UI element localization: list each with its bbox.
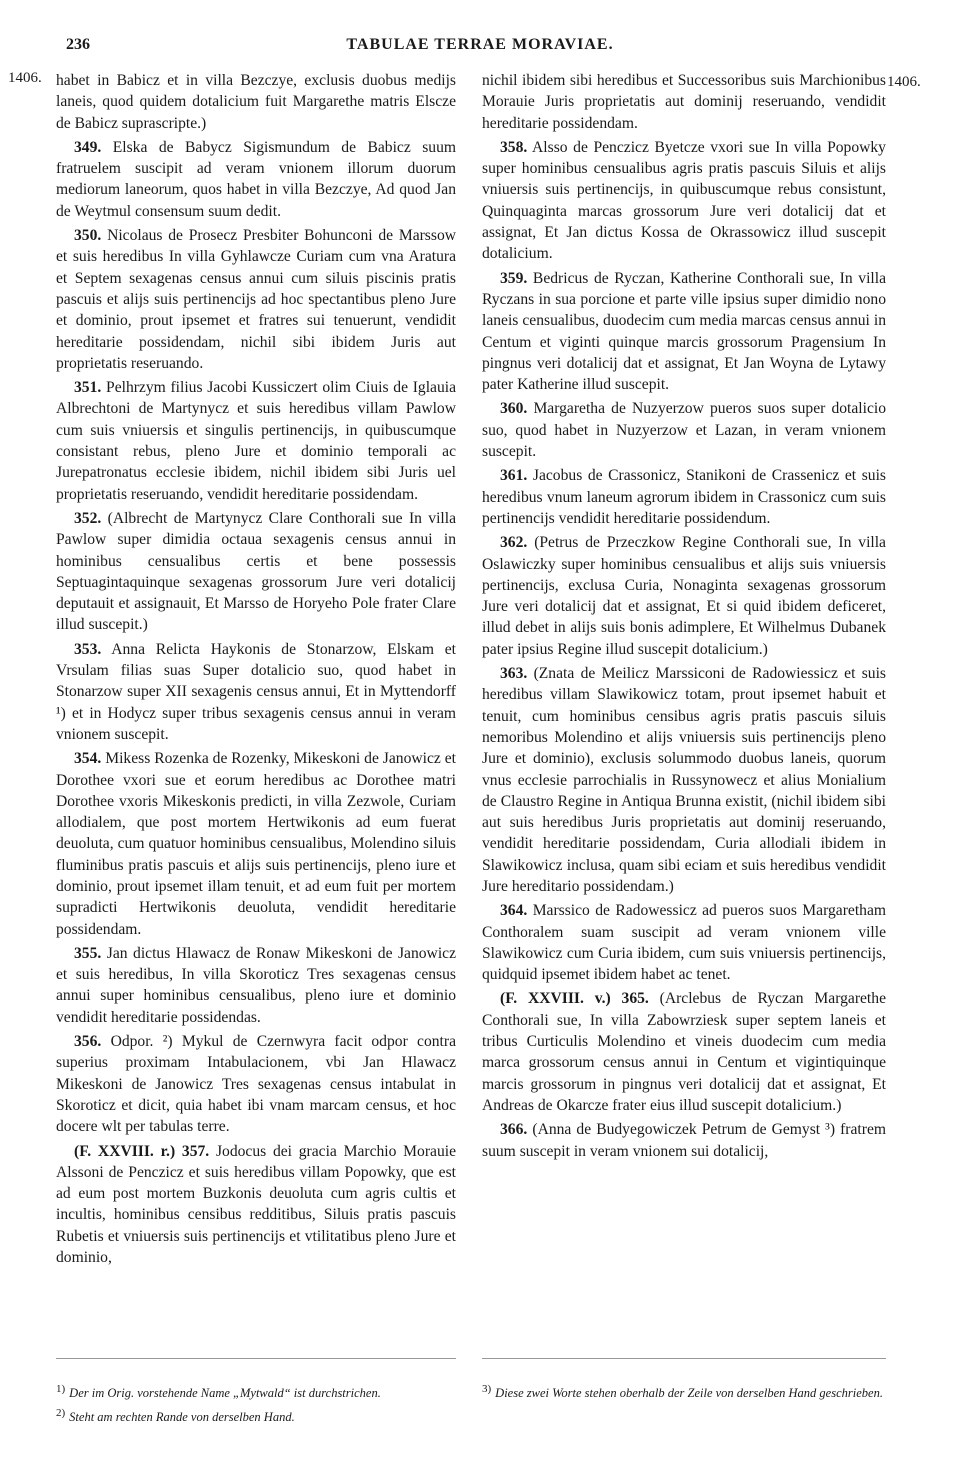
entry-text: Bedricus de Ryczan, Katherine Conthorali sue, In villa Ryczans in sua porcione et parte ville ipsius super dimidio nono laneis censualibus, duodecim cum media marcas census annui in Centum et viginti quinque marcis grossorum Pragensium In pingnus veri dotalicij dat et assignat, Et Jan Woyna de Lytawy pater Katherine illud suscepit. (482, 269, 886, 394)
entry-text: Pelhrzym filius Jacobi Kussiczert olim Ciuis de Iglauia Albrechtoni de Martynycz et suis heredibus villam Pawlow cum suis vniuersis et singulis pertinencijs, in quibuscumque consistant rebus, pleno Jure et dominio temporali ac Jurepatronatus ecclesie ibidem, nichil ibidem sibi Juris uel proprietatis reseruando, vendidit hereditarie possidendam. (56, 379, 456, 503)
entry-text: Nicolaus de Prosecz Presbiter Bohunconi de Marssow et suis heredibus In villa Gyhlawcze Curiam cum vna Aratura et Septem sexagenas census annui cum siluis piscinis pratis pascuis et alijs suis pertinencijs ad hoc spectantibus pleno Jure et dominio, prout ipsemet et fratres sui tenuerunt, vendidit hereditarie possidendam, nichil sibi ibidem Juris aut proprietatis reseruando. (56, 227, 456, 372)
entry-number: 350. (74, 227, 102, 245)
footnote-mark: 3) (482, 1383, 492, 1395)
entry-paragraph (482, 137, 886, 265)
entry-number: 353. (74, 640, 102, 658)
entry-number: 354. (74, 750, 102, 768)
margin-year-left: 1406. (8, 70, 42, 86)
entry-paragraph (482, 532, 886, 660)
entry-text: Margaretha de Nuzyerzow pueros suos super dotalicio suo, quod habet in Nuzyerzow et Lazan, in veram vnionem suscepit. (482, 400, 887, 461)
footnote-text: Diese zwei Worte stehen oberhalb der Zeile von derselben Hand geschrieben. (495, 1386, 883, 1401)
entry-text: Elska de Babycz Sigismundum de Babicz suum fratruelem suscipit ad veram vnionem illorum duorum mediorum laneorum, quos habet in villa Bezczye, Ad quod Jan de Weytmul consensum suum dedit. (56, 138, 456, 220)
left-column (56, 70, 456, 1271)
entry-paragraph (482, 1119, 886, 1162)
footnotes-right (482, 1380, 886, 1404)
entry-paragraph (56, 748, 456, 940)
running-title: TABULAE TERRAE MORAVIAE. (346, 36, 614, 53)
entry-text: (Albrecht de Martynycz Clare Conthorali sue In villa Pawlow super dimidia octaua sexagenis census annui in hominibus censualibus certis et bene possessis Septuagintaquinque sexagenas grossorum Jure veri dotalicij deputauit et assignauit, Et Marsso de Horyeho Pole frater Clare illud suscepit.) (56, 509, 456, 634)
entry-text: nichil ibidem sibi heredibus et Successoribus suis Marchionibus Morauie Juris proprietatis aut dominij reseruando, vendidit hereditarie possidendam. (482, 72, 886, 132)
entry-text: (Arclebus de Ryczan Margarethe Conthorali sue, In villa Zabowrziesk super septem laneis et tribus Curticulis Molendino et vineis duodecim cum media marca grossorum census annui in Centum et vigintiquinque marcis grossorum in pingnus veri dotalicij dat et assignat, Et Andreas de Okarcze frater eius illud suscepit dotalicium.) (482, 990, 886, 1114)
right-column (482, 70, 886, 1165)
entry-number: 349. (74, 138, 102, 156)
entry-paragraph (56, 377, 456, 505)
entry-paragraph (56, 639, 456, 745)
entry-text: Mikess Rozenka de Rozenky, Mikeskoni de Janowicz et Dorothee vxori sue et eorum heredibus ac Dorothee matri Dorothee vxoris Mikeskonis predicti, in villa Zezwole, Curiam allodialem, que post mortem Hertwikonis ad eum fuerat deuoluta, cum quatuor hominibus censualibus, Molendino siluis fluminibus pratis pascuis et alijs suis pertinencijs, pleno iure et dominio, prout ipsemet illam tenuit, et ad eum fuit per mortem supradicti Hertwikonis deuoluta, vendidit hereditarie possidendam. (56, 750, 456, 938)
entry-number: 360. (500, 400, 528, 418)
entry-number: 362. (500, 534, 528, 552)
entry-paragraph (482, 70, 886, 134)
entry-text: habet in Babicz et in villa Bezczye, exclusis duobus medijs laneis, quod quidem dotalicium fuit Margarethe matris Elscze de Babicz suprascripte.) (56, 72, 456, 132)
entry-text: (Anna de Budyegowiczek Petrum de Gemyst ³) fratrem suum suscepit in veram vnionem sui dotalicij, (482, 1121, 886, 1160)
entry-number: 355. (74, 944, 102, 962)
entry-paragraph (56, 508, 456, 636)
footnote-text: Steht am rechten Rande von derselben Hand. (69, 1410, 295, 1425)
margin-year-right: 1406. (887, 74, 921, 90)
footnote (482, 1380, 886, 1402)
entry-text: Jacobus de Crassonicz, Stanikoni de Crassenicz et suis heredibus vnum laneum agrorum ibidem in Crassonicz cum suis pertinencijs vendidit hereditarie possidendum. (482, 467, 886, 527)
entry-number: 351. (74, 379, 102, 397)
entry-number: (F. XXVIII. r.) 357. (74, 1142, 210, 1160)
entry-paragraph (56, 943, 456, 1028)
entry-number: 359. (500, 269, 528, 287)
entry-paragraph (56, 70, 456, 134)
entry-paragraph (56, 1031, 456, 1137)
footnotes-left (56, 1380, 456, 1428)
footnote-divider-right (482, 1358, 886, 1359)
entry-text: Alsso de Penczicz Byetcze vxori sue In villa Popowky super hominibus censualibus agris pratis pascuis Siluis et alijs vniuersis suis pertinencijs, in quibuscumque rebus consistunt, Quinquaginta marcas grossorum Jure veri dotalicij dat et assignat, Et Jan dictus Kossa de Okrassowicz illud suscepit dotalicium. (482, 138, 886, 263)
entry-number: 363. (500, 665, 528, 683)
entry-text: Anna Relicta Haykonis de Stonarzow, Elskam et Vrsulam filias suas Super dotalicio suo, quod habet in Stonarzow super XII sexagenis census annui, Et in Myttendorff ¹) et in Hodycz super tribus sexagenis census annui in veram vnionem suscepit. (56, 640, 456, 743)
entry-paragraph (482, 268, 886, 396)
page-header (48, 36, 912, 60)
entry-text: (Znata de Meilicz Marssiconi de Radowiessicz et suis heredibus villam Slawikowicz totam, prout ipsemet habuit et tenuit, cum hominibus censibus agris pratis pascuis siluis nemoribus Molendino et alijs vniuersis suis pertinencijs pleno Jure et dominio), exclusis solummodo duobus laneis, quorum vnus ecclesie parrochialis in Russynowecz et alius Monialium de Claustro Regine in Antiqua Brunna existit, (nichil ibidem sibi aut suis heredibus Juris proprietatis aut dominij reseruando, vendidit hereditarie possidendam, Curia allodiali ibidem in Slawikowicz inclusa, quam sibi eciam et suis heredibus vendidit Jure hereditario possidendam.) (482, 665, 886, 895)
footnote (56, 1380, 456, 1402)
entry-number: 352. (74, 509, 102, 527)
entry-paragraph (56, 137, 456, 222)
page-number: 236 (66, 36, 90, 53)
entry-number: 366. (500, 1121, 528, 1139)
entry-text: Marssico de Radowessicz ad pueros suos Margaretham Conthoralem suam suscipit ad veram vnionem ville Slawikowicz cum Curia ibidem, cum suis vniuersis pertinencijs, quidquid ipsemet ibidem habet ac tenet. (482, 902, 886, 984)
entry-paragraph (482, 900, 886, 985)
entry-paragraph (482, 988, 886, 1116)
entry-number: 356. (74, 1033, 102, 1051)
footnote-divider-left (56, 1358, 456, 1359)
entry-text: Odpor. ²) Mykul de Czernwyra facit odpor contra superius proximam Intabulacionem, vbi Jan Hlawacz Mikeskoni de Janowicz Tres sexagenas census intabulat in Skoroticz et dicit, quia habet ibi vnam marcam census, et hoc docere wlt per tabulas terre. (56, 1033, 456, 1136)
entry-paragraph (56, 225, 456, 374)
footnote-mark: 2) (56, 1407, 66, 1420)
entry-paragraph (56, 1141, 456, 1269)
entry-text: Jan dictus Hlawacz de Ronaw Mikeskoni de Janowicz et suis heredibus, In villa Skoroticz Tres sexagenas census annui super hominibus censualibus, pleno iure et dominio vendidit hereditarie possidendas. (56, 944, 456, 1026)
footnote (56, 1404, 456, 1426)
entry-paragraph (482, 398, 886, 462)
entry-number: 361. (500, 467, 528, 485)
footnote-text: Der im Orig. vorstehende Name „Mytwald“ ist durchstrichen. (69, 1386, 381, 1401)
entry-paragraph (482, 465, 886, 529)
entry-paragraph (482, 663, 886, 897)
entry-text: Jodocus dei gracia Marchio Morauie Alssoni de Penczicz et suis heredibus villam Popowky, que est ad eum post mortem Buzkonis deuoluta cum agris cultis et incultis, hominibus censibus redditibus, Siluis pratis pascuis Rubetis et vniuersis suis pertinencijs et vtilitatibus pleno Jure et dominio, (56, 1142, 456, 1267)
footnote-mark: 1) (56, 1383, 66, 1395)
entry-number: 364. (500, 902, 528, 920)
entry-number: 358. (500, 138, 528, 156)
entry-number: (F. XXVIII. v.) 365. (500, 990, 649, 1008)
entry-text: (Petrus de Przeczkow Regine Conthorali sue, In villa Oslawiczky super hominibus censualibus et alijs suis vniuersis pertinencijs, exclusa Curia, Nonaginta sexagenas grossorum Jure veri dotalicij dat et assignat, Et si quid ibidem deficeret, illud debet in alijs suis bonis adimplere, Et Wilhelmus Dubanek pater ipsius Regine illud suscepit dotalicium.) (482, 534, 886, 658)
